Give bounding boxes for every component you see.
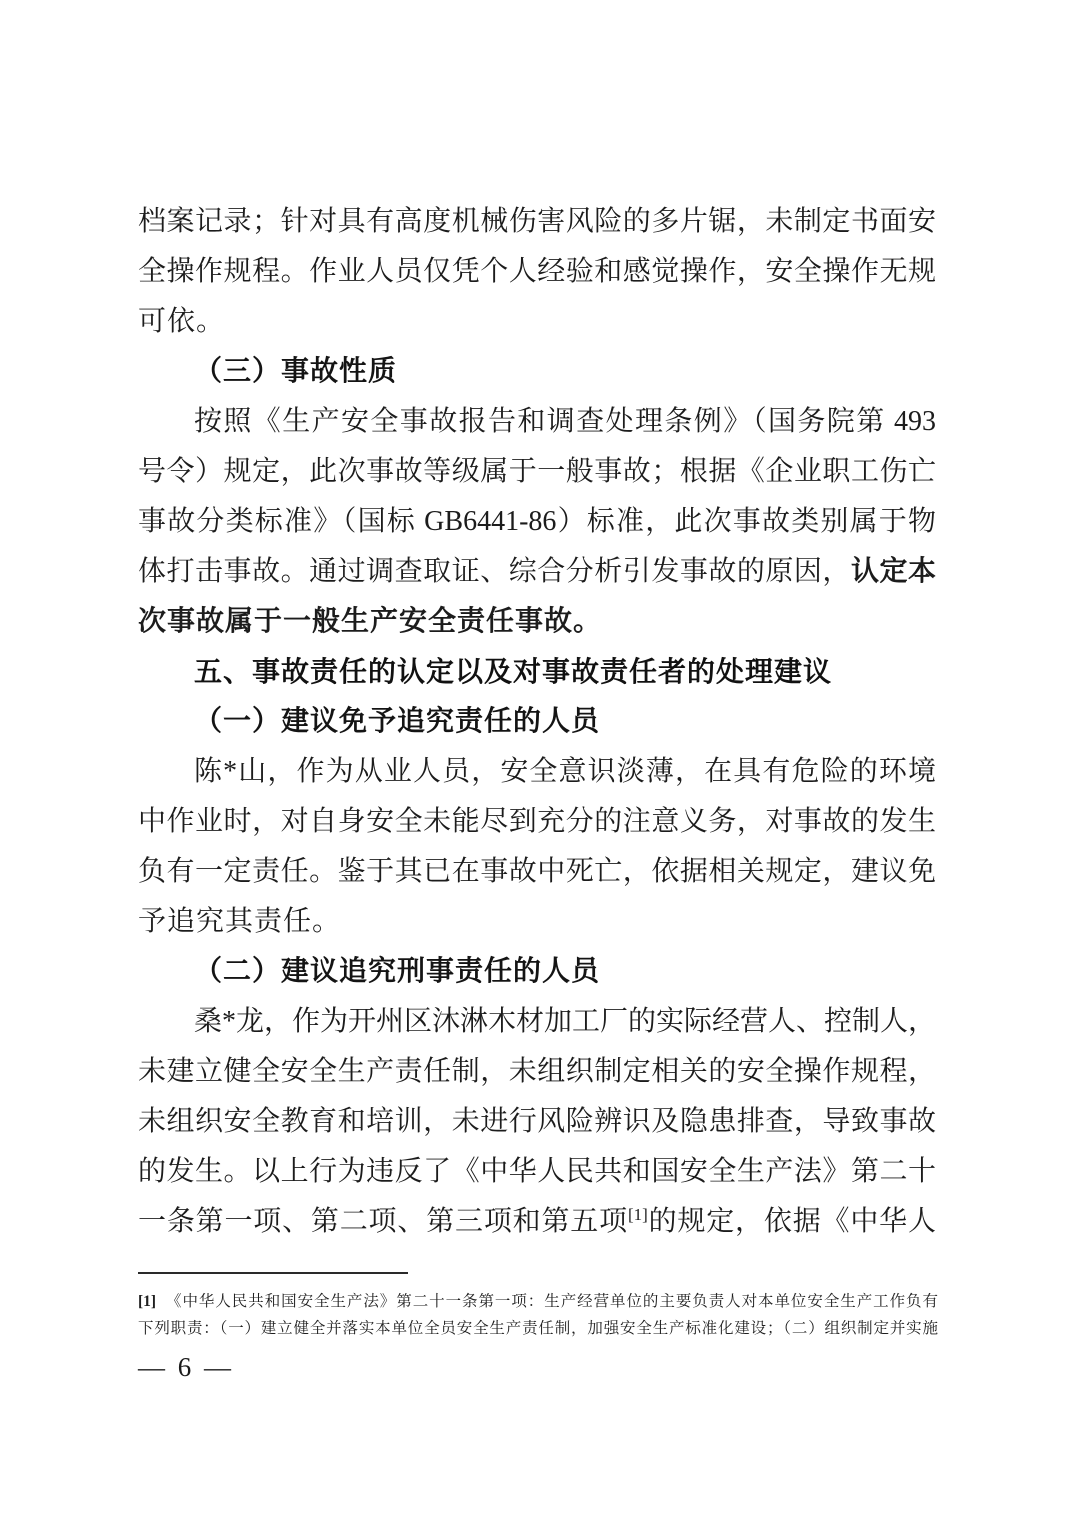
text-segment: 五、事故责任的认定以及对事故责任者的处理建议 <box>194 656 833 687</box>
text-segment: 陈*山，作为从业人员，安全意识淡薄，在具有危险的环境 <box>194 756 936 787</box>
text-line <box>138 647 936 697</box>
text-segment: 号令）规定，此次事故等级属于一般事故；根据《企业职工伤亡 <box>138 456 936 487</box>
text-line <box>138 1047 936 1097</box>
text-segment: （一）建议免予追究责任的人员 <box>194 706 601 737</box>
text-line <box>138 347 936 397</box>
text-line <box>138 447 936 497</box>
text-line <box>138 1097 936 1147</box>
body-text <box>138 197 936 1247</box>
text-line <box>138 197 936 247</box>
text-line <box>138 247 936 297</box>
text-line <box>138 747 936 797</box>
text-segment: 《中华人民共和国安全生产法》第二十一条第一项：生产经营单位的主要负责人对本单位安全生产工作负有 <box>165 1293 938 1310</box>
footnote-separator <box>138 1272 408 1274</box>
text-segment: （三）事故性质 <box>194 356 398 387</box>
text-line <box>138 797 936 847</box>
text-segment: 档案记录；针对具有高度机械伤害风险的多片锯，未制定书面安 <box>138 206 936 237</box>
text-line <box>138 997 936 1047</box>
text-segment: 一条第一项、第二项、第三项和第五项 <box>138 1206 628 1237</box>
text-segment: 未建立健全安全生产责任制，未组织制定相关的安全操作规程， <box>138 1056 936 1087</box>
text-segment: 未组织安全教育和培训，未进行风险辨识及隐患排查，导致事故 <box>138 1106 936 1137</box>
text-line <box>138 397 936 447</box>
text-segment: 的规定，依据《中华人 <box>647 1206 936 1237</box>
text-line <box>138 547 936 597</box>
text-line <box>138 1147 936 1197</box>
text-line <box>138 947 936 997</box>
footnote-line <box>138 1315 938 1342</box>
text-segment: 全操作规程。作业人员仅凭个人经验和感觉操作，安全操作无规 <box>138 256 936 287</box>
text-segment: 予追究其责任。 <box>138 906 342 937</box>
text-line <box>138 897 936 947</box>
text-segment: 次事故属于一般生产安全责任事故。 <box>138 606 603 637</box>
text-segment: 桑*龙，作为开州区沐淋木材加工厂的实际经营人、控制人， <box>194 1006 937 1037</box>
page-number: — 6 — <box>138 1352 231 1382</box>
footnote-marker: [1] <box>138 1293 157 1310</box>
text-line <box>138 1197 936 1247</box>
text-segment: 可依。 <box>138 306 226 337</box>
footnote-line <box>138 1288 938 1315</box>
text-line <box>138 847 936 897</box>
text-line <box>138 697 936 747</box>
text-segment: 按照《生产安全事故报告和调查处理条例》（国务院第 493 <box>194 406 936 437</box>
footnote-reference: [1] <box>627 1205 648 1224</box>
text-segment: 负有一定责任。鉴于其已在事故中死亡，依据相关规定，建议免 <box>138 856 936 887</box>
text-line <box>138 597 936 647</box>
text-segment: 下列职责：（一）建立健全并落实本单位全员安全生产责任制，加强安全生产标准化建设；（二）组织制定并实施 <box>138 1320 938 1337</box>
text-segment: 认定本 <box>850 556 936 587</box>
footnote <box>138 1288 938 1342</box>
text-segment: 体打击事故。通过调查取证、综合分析引发事故的原因， <box>138 556 851 587</box>
text-segment: 的发生。以上行为违反了《中华人民共和国安全生产法》第二十 <box>138 1156 936 1187</box>
text-segment: 事故分类标准》（国标 GB6441-86）标准，此次事故类别属于物 <box>138 506 936 537</box>
text-segment: 中作业时，对自身安全未能尽到充分的注意义务，对事故的发生 <box>138 806 936 837</box>
text-line <box>138 297 936 347</box>
text-segment: （二）建议追究刑事责任的人员 <box>194 956 601 987</box>
text-line <box>138 497 936 547</box>
